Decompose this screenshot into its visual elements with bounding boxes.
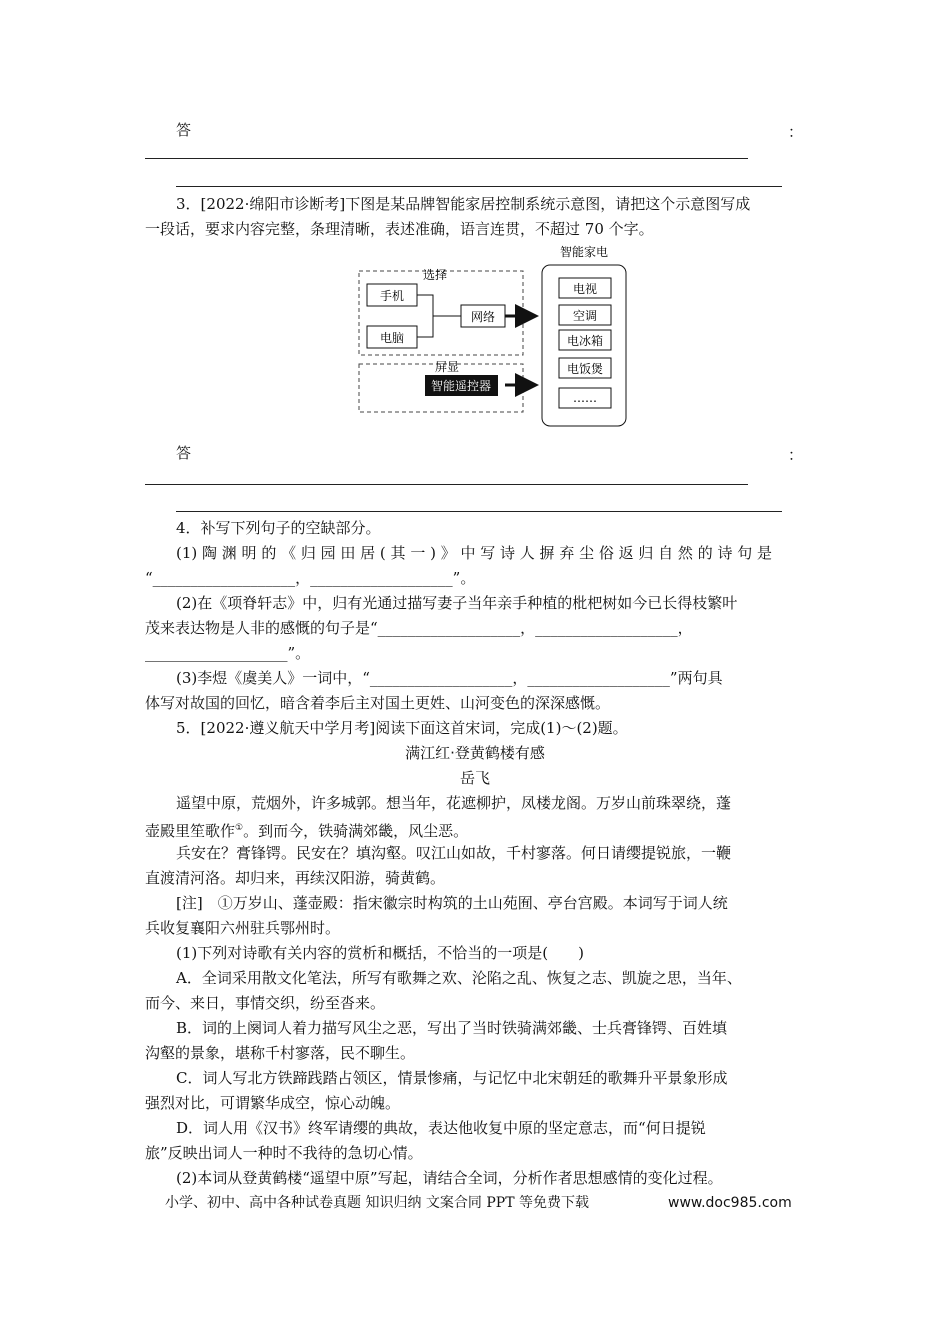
answer-line: [145, 158, 748, 159]
select-group-label: 选择: [422, 268, 448, 282]
appliance-more-label: ……: [573, 391, 597, 405]
answer-line: [145, 484, 748, 485]
poem-author: 岳飞: [459, 769, 490, 787]
option-a: 而今、来日，事情交织，纷至沓来。: [145, 994, 386, 1012]
poem-line: 遥望中原，荒烟外，许多城郭。想当年，花遮柳护，凤楼龙阁。万岁山前珠翠绕，蓬: [176, 794, 732, 812]
poem-title: 满江红·登黄鹤楼有感: [405, 744, 545, 762]
sub-question-1: (1)下列对诗歌有关内容的赏析和概括，不恰当的一项是( ): [176, 944, 584, 962]
answer-colon: ：: [788, 123, 804, 141]
option-d: D．词人用《汉书》终军请缨的典故，表达他收复中原的坚定意志，而“何日提锐: [176, 1119, 706, 1137]
appliance-fridge-label: 电冰箱: [566, 334, 604, 348]
sub-question-2: (2)本词从登黄鹤楼“遥望中原”写起，请结合全词，分析作者思想感情的变化过程。: [176, 1169, 723, 1187]
option-b: B．词的上阕词人着力描写风尘之恶，写出了当时铁骑满郊畿、士兵膏锋锷、百姓填: [176, 1019, 728, 1037]
option-a: A．全词采用散文化笔法，所写有歌舞之欢、沦陷之乱、恢复之志、凯旋之思，当年、: [176, 969, 742, 987]
appliance-tv-label: 电视: [572, 282, 598, 296]
question-4-item: (3)李煜《虞美人》一词中，“___________________，___________________”两句具: [176, 669, 723, 687]
footer-text: 小学、初中、高中各种试卷真题 知识归纳 文案合同 PPT 等免费下载: [165, 1195, 589, 1211]
screen-group-label: 屏显: [434, 360, 460, 374]
question-3-line: 3．[2022·绵阳市诊断考]下图是某品牌智能家居控制系统示意图，请把这个示意图写成: [176, 195, 751, 213]
poem-line: 兵安在？膏锋锷。民安在？填沟壑。叹江山如故，千村寥落。何日请缨提锐旅，一鞭: [176, 844, 732, 862]
poem-line: 壶殿里笙歌作①。到而今，铁骑满郊畿，风尘恶。: [145, 822, 469, 840]
question-4-item: 茂来表达物是人非的感慨的句子是“___________________，___________________，: [145, 619, 693, 637]
answer-label: 答: [176, 444, 192, 462]
option-c: C．词人写北方铁蹄践踏占领区，情景惨痛，与记忆中北宋朝廷的歌舞升平景象形成: [176, 1069, 728, 1087]
answer-colon: ：: [788, 446, 804, 464]
appliances-title: 智能家电: [559, 245, 609, 259]
computer-label: 电脑: [379, 331, 405, 345]
question-4-item: (2)在《项脊轩志》中，归有光通过描写妻子当年亲手种植的枇杷树如今已长得枝繁叶: [176, 594, 738, 612]
poem-note: [注] ①万岁山、蓬壶殿：指宋徽宗时构筑的土山苑囿、亭台宫殿。本词写于词人统: [176, 894, 728, 912]
answer-line: [176, 511, 782, 512]
appliance-ac-label: 空调: [572, 309, 598, 323]
appliance-cooker-label: 电饭煲: [566, 362, 604, 376]
option-c: 强烈对比，可谓繁华成空，惊心动魄。: [145, 1094, 401, 1112]
network-label: 网络: [470, 310, 496, 324]
question-5-intro: 5．[2022·遵义航天中学月考]阅读下面这首宋词，完成(1)～(2)题。: [176, 719, 628, 737]
answer-line: [176, 186, 782, 187]
footer-url[interactable]: www.doc985.com: [668, 1195, 792, 1211]
option-b: 沟壑的景象，堪称千村寥落，民不聊生。: [145, 1044, 416, 1062]
connector: [417, 295, 461, 337]
question-4-item: (1) 陶 渊 明 的 《 归 园 田 居 ( 其 一 ) 》 中 写 诗 人 摒 弃 尘 俗 返 归 自 然 的 诗 句 是: [176, 544, 772, 562]
remote-label: 智能遥控器: [430, 379, 492, 393]
question-3-line: 一段话，要求内容完整，条理清晰，表述准确，语言连贯，不超过 70 个字。: [145, 220, 654, 238]
question-4-intro: 4．补写下列句子的空缺部分。: [176, 519, 381, 537]
answer-label: 答: [176, 121, 192, 139]
option-d: 旅”反映出词人一种时不我待的急切心情。: [145, 1144, 423, 1162]
question-4-item: 体写对故国的回忆，暗含着李后主对国土更姓、山河变色的深深感慨。: [145, 694, 611, 712]
poem-line: 直渡清河洛。却归来，再续汉阳游，骑黄鹤。: [145, 869, 446, 887]
question-4-item: ___________________”。: [145, 644, 311, 662]
question-4-item: “___________________，___________________”。: [145, 569, 476, 587]
poem-note: 兵收复襄阳六州驻兵鄂州时。: [145, 919, 341, 937]
phone-label: 手机: [379, 289, 405, 303]
smart-home-diagram: [355, 244, 630, 430]
